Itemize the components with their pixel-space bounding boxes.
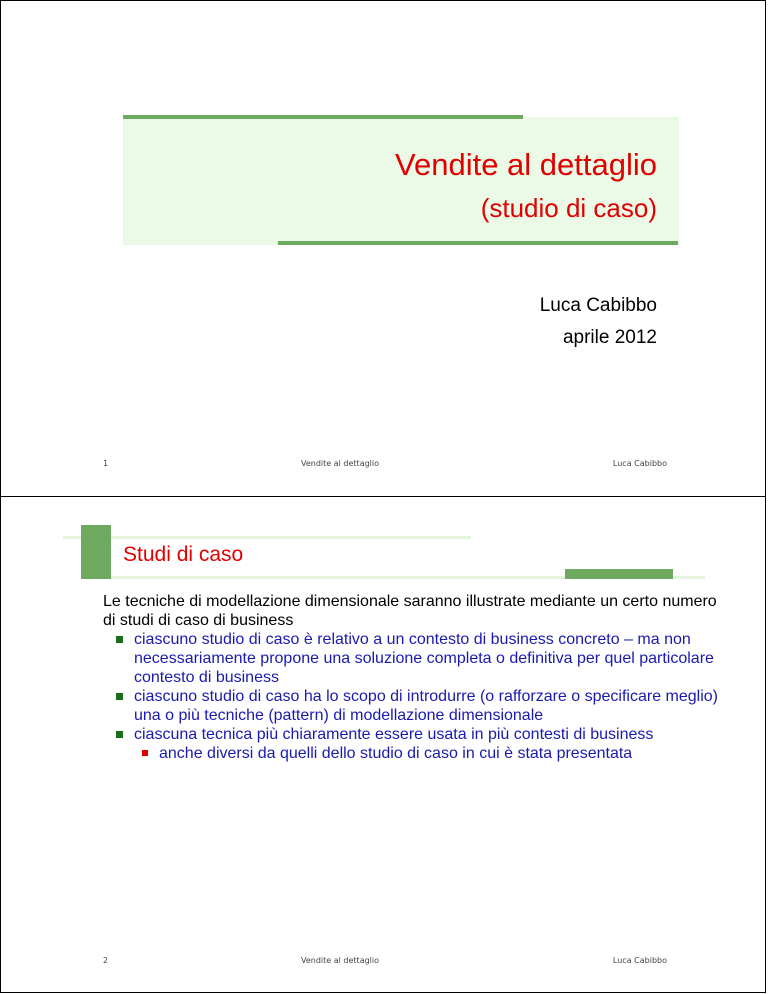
bullet-text: ciascuno studio di caso è relativo a un contesto di business concreto – ma non necessariamente propone una soluzione completa o definitiva per quel particolare contesto di business [134,631,714,686]
footer-title: Vendite al dettaglio [301,956,380,965]
slide-heading: Studi di caso [123,543,244,566]
decor-square-left [81,525,111,579]
slide-title: Vendite al dettaglio [395,147,657,182]
bullet-item [103,687,723,725]
subbullet-square-icon [142,750,148,756]
title-top-bar [123,115,523,119]
bullet-list [103,630,723,763]
page-number: 1 [103,459,109,468]
bullet-text: ciascuna tecnica più chiaramente essere usata in più contesti di business [134,726,654,743]
bullet-square-icon [116,636,123,643]
footer-title: Vendite al dettaglio [301,459,380,468]
slide-body [103,592,723,763]
bullet-square-icon [116,731,123,738]
page-number: 2 [103,956,109,965]
decor-square-right [565,569,673,579]
author-name: Luca Cabibbo [539,295,657,316]
bullet-square-icon [116,693,123,700]
slide-1 [0,0,766,496]
slide-2 [0,496,766,993]
slide-subtitle: (studio di caso) [480,193,657,223]
decor-line-top [63,536,471,539]
footer-author: Luca Cabibbo [612,956,667,965]
bullet-item [103,630,723,687]
footer-author: Luca Cabibbo [612,459,667,468]
title-bottom-bar [278,241,678,245]
bullet-text: ciascuno studio di caso ha lo scopo di introdurre (o rafforzare o specificare meglio) una o più tecniche (pattern) di modellazione dimensionale [134,688,718,724]
presentation-date: aprile 2012 [562,327,657,348]
subbullet-text: anche diversi da quelli dello studio di caso in cui è stata presentata [159,745,633,762]
intro-paragraph: Le tecniche di modellazione dimensionale saranno illustrate mediante un certo numero di studi di caso di business [103,593,717,629]
bullet-item [103,725,723,744]
subbullet-item [103,744,723,763]
